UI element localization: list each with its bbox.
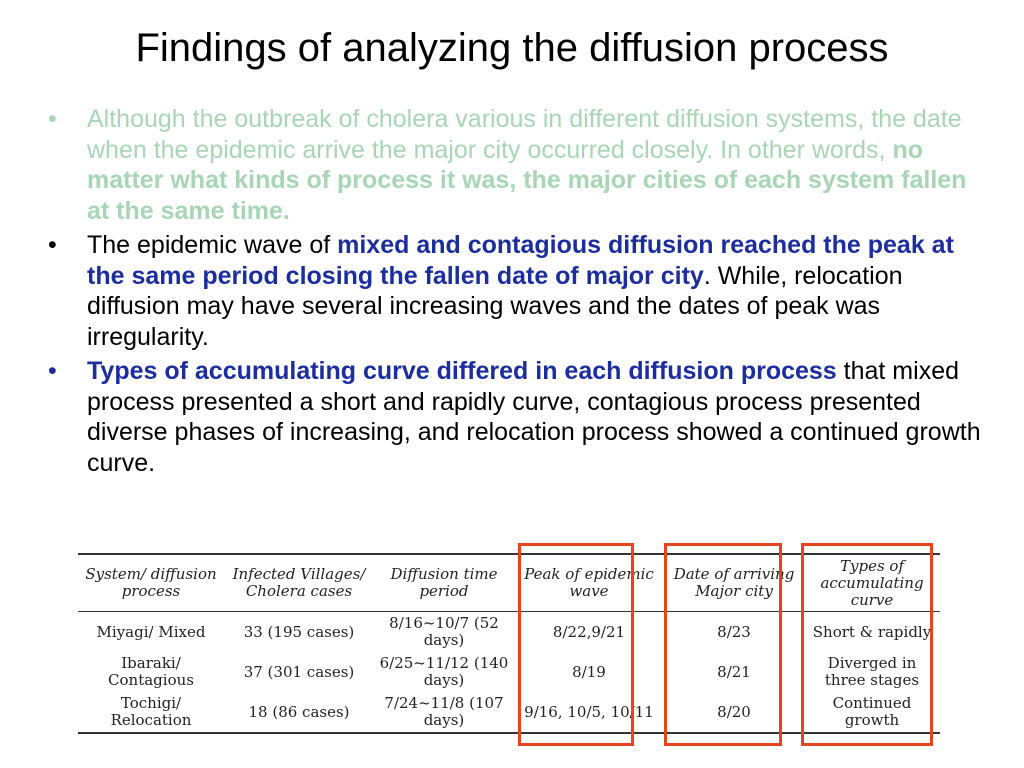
header-infected: Infected Villages/ Cholera cases <box>224 554 374 612</box>
table-cell: 8/23 <box>717 622 751 641</box>
highlight-box-peak <box>518 543 634 746</box>
header-arriving-date: Date of arriving Major city <box>664 554 804 612</box>
table-cell: 37 (301 cases) <box>243 662 355 681</box>
table-cell: Tochigi/ Relocation <box>78 692 224 733</box>
bullet-1-emphasis: no matter what kinds of process it was, the major cities of each system fallen at the same time. <box>87 135 967 225</box>
highlight-box-arriving <box>664 543 782 746</box>
bullet-3-text-post: that mixed process presented a short and rapidly curve, contagious process presented diverse phases of increasing, and relocation process showed a continued growth curve. <box>87 357 981 477</box>
header-peak: Peak of epidemic wave <box>514 554 664 612</box>
table-cell: Short & rapidly <box>812 622 932 641</box>
bullet-marker: • <box>48 105 57 133</box>
bullet-item-3 <box>44 356 994 478</box>
bullet-2-text-post: . While, relocation diffusion may have several increasing waves and the dates of peak was irregularity. <box>87 261 903 351</box>
table-cell: 33 (195 cases) <box>243 622 355 641</box>
table-cell: 9/16, 10/5, 10/11 <box>514 692 664 733</box>
highlight-box-curve <box>801 543 933 746</box>
header-diffusion-time: Diffusion time period <box>374 554 514 612</box>
table-cell: 8/22,9/21 <box>552 622 626 641</box>
bullet-item-1 <box>44 104 994 226</box>
slide-title: Findings of analyzing the diffusion process <box>135 26 889 70</box>
table-cell: Continued growth <box>804 692 940 733</box>
table-cell: 7/24~11/8 (107 days) <box>374 692 514 733</box>
header-curve-type: Types of accumulating curve <box>804 554 940 612</box>
bullet-marker: • <box>48 357 57 385</box>
table-cell: 8/19 <box>572 662 606 681</box>
bullet-2-text-pre: The epidemic wave of <box>87 231 338 259</box>
header-system: System/ diffusion process <box>78 554 224 612</box>
table-cell: 8/21 <box>717 662 751 681</box>
table-cell: 8/16~10/7 (52 days) <box>389 614 499 649</box>
table-cell: Ibaraki/ Contagious <box>108 654 194 689</box>
bullet-3-emphasis: Types of accumulating curve differed in each diffusion process <box>87 357 837 385</box>
bullet-1-text: Although the outbreak of cholera various in different diffusion systems, the date when the epidemic arrive the major city occurred closely. In other words, <box>87 105 962 164</box>
table-cell: 8/20 <box>664 692 804 733</box>
bullet-2-emphasis: mixed and contagious diffusion reached the peak at the same period closing the fallen date of major city <box>87 231 954 290</box>
table-cell: 18 (86 cases) <box>224 692 374 733</box>
bullet-list <box>44 104 994 482</box>
table-cell: Diverged in three stages <box>824 654 920 689</box>
bullet-item-2 <box>44 230 994 352</box>
table-cell: Miyagi/ Mixed <box>96 622 206 641</box>
bullet-marker: • <box>48 231 57 259</box>
table-cell: 6/25~11/12 (140 days) <box>379 654 509 689</box>
